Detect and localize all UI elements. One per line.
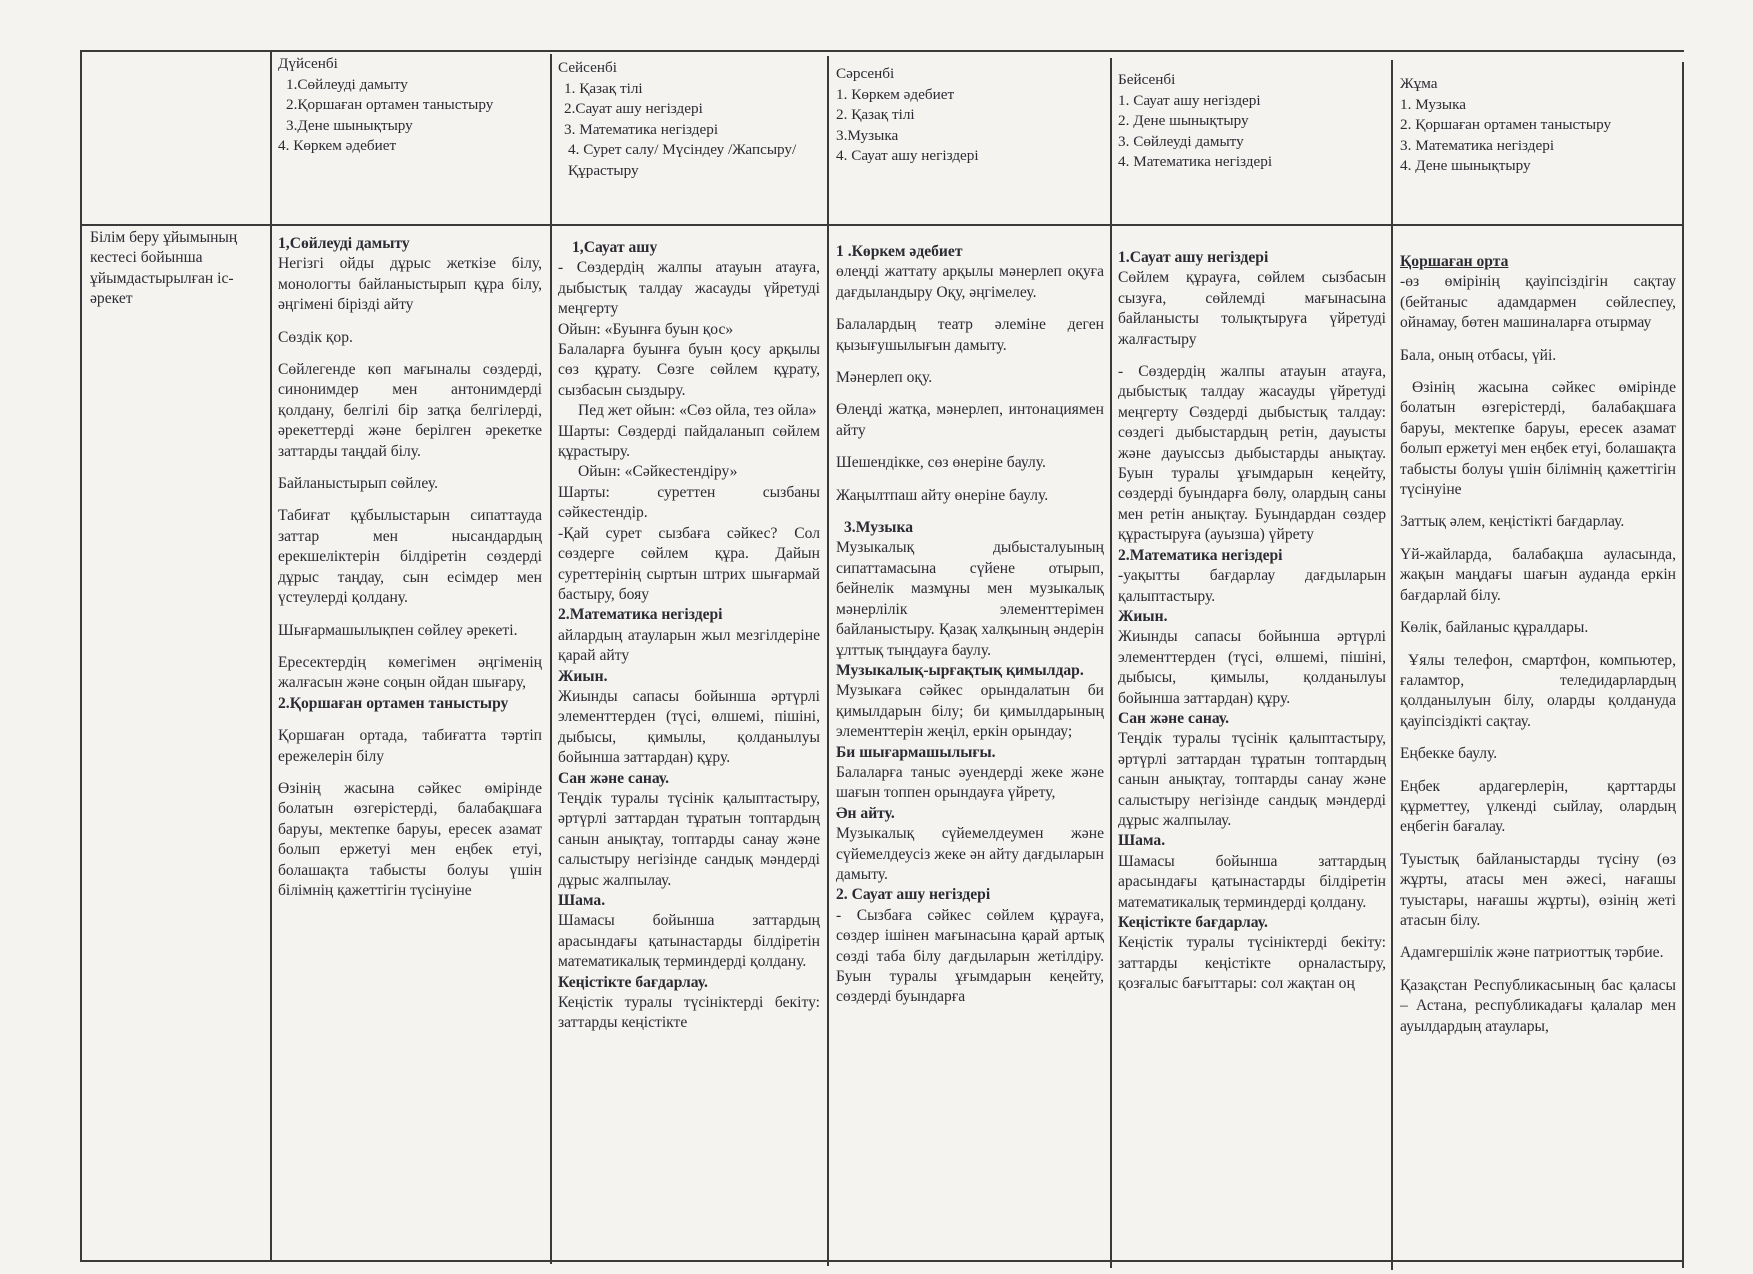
paragraph: Байланыстырып сөйлеу. [278, 475, 438, 493]
subheading: Шама. [558, 892, 606, 909]
paragraph: Музыкалық дыбысталуының сипаттамасына сүйене отырып, бейнелік мазмұны мен музыкалық мәнерлілік элементтерімен байланыстыру. Қазақ халқының әндерін ұлттық тыңдауға баулу. [836, 539, 1104, 659]
paragraph: Сөйлем құрауға, сөйлем сызбасын сызуға, сөйлемді мағынасына байланысты толықтыруға үйретуді жалғастыру [1118, 269, 1386, 348]
section-title: 2.Қоршаған ортамен таныстыру [278, 694, 509, 712]
subject-item: 2.Қоршаған ортамен таныстыру [286, 96, 494, 113]
paragraph: - Сызбаға сәйкес сөйлем құрауға, сөздер ішінен мағынасына қарай артық сөзді таба білу дағдыларын жетілдіру. Буын туралы ұғымдарын кеңейту, сөздерді буындарға [836, 906, 1104, 1006]
subject-item: 4. Сурет салу/ Мүсіндеу /Жапсыру/Құрастыру [568, 141, 797, 179]
paragraph: Шамасы бойынша заттардың арасындағы қатынастарды білдіретін математикалық терминдерді қолдану. [558, 912, 820, 971]
paragraph: Ересектердің көмегімен әңгіменің жалғасын және соңын ойдан шығару, [278, 653, 542, 692]
paragraph: Музыкалық сүйемелдеумен және сүйемелдеусіз жеке ән айту дағдыларын дамыту. [836, 825, 1104, 883]
section-title: 2. Сауат ашу негіздері [836, 886, 991, 904]
subject-item: 1. Сауат ашу негіздері [1118, 91, 1261, 109]
paragraph: Өзінің жасына сәйкес өмірінде болатын өзгерістерді, балабақшаға баруы, мектепке баруы, ересек азамат болып ержетуі мен еңбек етуі, болашақта табысты болуы үшін білімнің қажеттігін түсінуіне [278, 779, 542, 899]
wednesday-content [836, 242, 1104, 1258]
friday-content [1400, 252, 1676, 1258]
paragraph: Ойын: «Сәйкестендіру» [578, 463, 738, 481]
subject-item: 2.Сауат ашу негіздері [564, 100, 703, 117]
paragraph: Балалардың театр әлеміне деген қызығушылығын дамыту. [836, 316, 1104, 354]
table-border-top [80, 50, 1684, 52]
subject-item: 3.Музыка [836, 126, 899, 144]
paragraph: Еңбек ардагерлерін, қарттарды құрметтеу, үлкенді сыйлау, олардың еңбегін бағалау. [1400, 777, 1676, 836]
thursday-content [1118, 248, 1386, 1258]
paragraph: Туыстық байланыстарды түсіну (өз жұрты, атасы мен әжесі, нағашы туыстары, нағашы жұрты), өзінің жеті атасын білу. [1400, 850, 1676, 929]
paragraph: -уақытты бағдарлау дағдыларын қалыптастыру. [1118, 567, 1386, 605]
paragraph: Өзінің жасына сәйкес өмірінде болатын өзгерістерді, балабақшаға баруы, мектепке баруы, ересек азамат болып ержетуі мен еңбек етуі, болашақта табысты болуы үшін білімнің қажеттігін түсінуіне [1400, 379, 1676, 499]
header-friday [1400, 74, 1676, 177]
header-tuesday [558, 58, 820, 181]
day-name: Сейсенбі [558, 59, 617, 76]
table-border-left [80, 50, 82, 1260]
header-monday [278, 54, 544, 157]
paragraph: Табиғат құбылыстарын сипаттауда заттар мен нысандардың ерекшеліктерін білдіретін сөздерді дұрыс таңдау, сын есімдер мен үстеулерді қолдану. [278, 507, 542, 607]
subject-item: 1. Музыка [1400, 95, 1466, 113]
subject-item: 3. Сөйлеуді дамыту [1118, 132, 1244, 150]
paragraph: Қазақстан Республикасының бас қаласы – Астана, республикадағы қалалар мен ауылдардың атаулары, [1400, 976, 1676, 1035]
col-divider-3 [827, 56, 829, 1266]
paragraph: Балаларға буынға буын қосу арқылы сөз құрату. Сөзге сөйлем құрату, сызбасын сыздыру. [558, 341, 820, 399]
paragraph: Сөйлегенде көп мағыналы сөздерді, синонимдер мен антонимдерді қолдану, белгілі бір затқа белгілерді, әрекеттерді және берілген әрекетке заттарды таңдай білу. [278, 361, 542, 460]
paragraph: Мәнерлеп оқу. [836, 369, 933, 387]
paragraph: Үй-жайларда, балабақша ауласында, жақын маңдағы шағын ауданда еркін бағдарлай білу. [1400, 545, 1676, 604]
subject-item: 4. Дене шынықтыру [1400, 157, 1531, 174]
paragraph: Балаларға таныс әуендерді жеке және шағын топпен орындауға үйрету, [836, 763, 1104, 802]
paragraph: Негізгі ойды дұрыс жеткізе білу, монологты байланыстырып құра білу, әңгімені бірізді айту [278, 255, 542, 314]
schedule-table [80, 38, 1685, 1268]
subject-item: 3. Математика негіздері [564, 120, 719, 138]
subject-item: 2. Дене шынықтыру [1118, 112, 1249, 129]
paragraph: Шарты: Сөздерді пайдаланып сөйлем құрастыру. [558, 422, 820, 461]
paragraph: Кеңістік туралы түсініктерді бекіту: заттарды кеңістікте орналастыру, қозғалыс бағыттары: сол жақтан оң [1118, 934, 1386, 993]
subheading: Ән айту. [836, 804, 895, 822]
day-name: Жұма [1400, 75, 1438, 92]
paragraph: Жиынды сапасы бойынша әртүрлі элементтерден (түсі, өлшемі, пішіні, дыбысы, қимылы, қолданылуы бойынша заттардан) құру. [558, 687, 820, 767]
subheading: Сан және санау. [1118, 709, 1230, 727]
subject-item: 2. Қоршаған ортамен таныстыру [1400, 116, 1612, 133]
paragraph: өлеңді жаттату арқылы мәнерлеп оқуға дағдыландыру Оқу, әңгімелеу. [836, 263, 1104, 301]
table-border-right [1682, 62, 1684, 1268]
day-name: Дүйсенбі [278, 55, 338, 72]
row-label [90, 228, 262, 310]
row-divider [80, 224, 1684, 226]
col-divider-4 [1110, 58, 1112, 1268]
row-label-text: Білім беру ұйымының кестесі бойынша ұйымдастырылған іс-әрекет [90, 229, 238, 308]
subject-item: 4. Математика негіздері [1118, 153, 1273, 170]
paragraph: -өз өмірінің қауіпсіздігін сақтау (бейтаныс адамдармен сөйлеспеу, ойнамау, бөтен машиналарға отырмау [1400, 273, 1676, 332]
section-title: 2.Математика негіздері [558, 606, 723, 624]
paragraph: Шамасы бойынша заттардың арасындағы қатынастарды білдіретін математикалық терминдерді қолдану. [1118, 852, 1386, 911]
paragraph: Өлеңді жатқа, мәнерлеп, интонациямен айту [836, 401, 1104, 439]
paragraph: - Сөздердің жалпы атауын атауға, дыбыстық талдау жасауды үйретуді меңгерту [558, 259, 820, 318]
paragraph: -Қай сурет сызбаға сәйкес? Сол сөздерге сөйлем құра. Дайын суреттерінің сыртын штрих шығармай бастыру, бояу [558, 524, 820, 603]
paragraph: айлардың атауларын жыл мезгілдеріне қарай айту [558, 626, 820, 665]
subject-item: 3.Дене шынықтыру [286, 116, 413, 134]
subject-item: 1. Көркем әдебиет [836, 85, 955, 103]
paragraph: Музыкаға сәйкес орындалатын би қимылдарын білу; би қимылдарының элементтерін жеңіл, еркін орындау; [836, 682, 1104, 741]
paragraph: Ойын: «Буынға буын қос» [558, 320, 734, 338]
section-title: Қоршаған орта [1400, 253, 1509, 270]
section-title: 1 .Көркем әдебиет [836, 243, 963, 260]
section-title: 1,Сауат ашу [572, 239, 658, 256]
subject-item: 1.Сөйлеуді дамыту [286, 75, 408, 93]
paragraph: Ұялы телефон, смартфон, компьютер, ғаламтор, теледидарлардың қолданылуын білу, оларды қолдануда қауіпсіздікті сақтау. [1400, 651, 1676, 730]
paragraph: Бала, оның отбасы, үйі. [1400, 346, 1557, 364]
header-thursday [1118, 70, 1386, 173]
subheading: Кеңістікте бағдарлау. [1118, 914, 1268, 931]
tuesday-content [558, 238, 820, 1256]
paragraph: Шешендікке, сөз өнеріне баулу. [836, 454, 1046, 472]
paragraph: Адамгершілік және патриоттық тәрбие. [1400, 944, 1664, 962]
subheading: Музыкалық-ырғақтық қимылдар. [836, 661, 1084, 679]
paragraph: Заттық әлем, кеңістікті бағдарлау. [1400, 513, 1625, 531]
subheading: Шама. [1118, 832, 1166, 850]
subheading: Сан және санау. [558, 769, 670, 787]
section-title: 2.Математика негіздері [1118, 546, 1283, 564]
subject-item: 4. Көркем әдебиет [278, 137, 397, 154]
paragraph: Шарты: суреттен сызбаны сәйкестендір. [558, 483, 820, 522]
paragraph: Көлік, байланыс құралдары. [1400, 619, 1589, 637]
subheading: Би шығармашылығы. [836, 743, 996, 761]
table-border-bottom [80, 1260, 1684, 1262]
col-divider-2 [550, 54, 552, 1264]
paragraph: Еңбекке баулу. [1400, 745, 1498, 763]
paragraph: Пед жет ойын: «Сөз ойла, тез ойла» [578, 402, 817, 420]
paragraph: Жиынды сапасы бойынша әртүрлі элементтерден (түсі, өлшемі, пішіні, дыбысы, қимылы, қолданылуы бойынша заттардан) құру. [1118, 628, 1386, 707]
subject-item: 4. Сауат ашу негіздері [836, 147, 979, 164]
subheading: Жиын. [1118, 607, 1168, 625]
paragraph: Теңдік туралы түсінік қалыптастыру, әртүрлі заттардан тұратын топтардың санын анықтау, топтарды санау және салыстыру негізінде сандық мәндерді дұрыс жалпылау. [1118, 730, 1386, 829]
section-title: 3.Музыка [844, 519, 913, 537]
section-title: 1,Сөйлеуді дамыту [278, 235, 410, 252]
paragraph: Кеңістік туралы түсініктерді бекіту: заттарды кеңістікте [558, 994, 820, 1032]
day-name: Сәрсенбі [836, 65, 895, 82]
subject-item: 1. Қазақ тілі [564, 79, 643, 97]
subheading: Жиын. [558, 667, 608, 685]
paragraph: Сөздік қор. [278, 328, 353, 346]
paragraph: Теңдік туралы түсінік қалыптастыру, әртүрлі заттардан тұратын топтардың санын анықтау, топтарды санау және салыстыру негізінде сандық мәндерді дұрыс жалпылау. [558, 789, 820, 889]
section-title: 1.Сауат ашу негіздері [1118, 249, 1269, 266]
paragraph: Қоршаған ортада, табиғатта тәртіп ережелерін білу [278, 727, 542, 765]
subheading: Кеңістікте бағдарлау. [558, 973, 708, 991]
subject-item: 3. Математика негіздері [1400, 136, 1555, 154]
paragraph: - Сөздердің жалпы атауын атауға, дыбыстық талдау жасауды үйретуді меңгерту Сөздерді дыбыстық талдау: сөздегі дыбыстардың ретін, дауысты және дауыссыз дыбыстарды анықтау. Буын туралы ұғымдарын кеңейту, сөздерді буындарға бөлу, олардың саны мен ретін анықтау. Буындардан сөздер құрастыруға (ауызша) үйрету [1118, 363, 1386, 544]
col-divider-5 [1391, 60, 1393, 1270]
paragraph: Шығармашылықпен сөйлеу әрекеті. [278, 621, 518, 639]
monday-content [278, 234, 542, 1256]
col-divider-1 [270, 52, 272, 1262]
subject-item: 2. Қазақ тілі [836, 106, 915, 123]
header-wednesday [836, 64, 1104, 167]
paragraph: Жаңылтпаш айту өнеріне баулу. [836, 486, 1049, 504]
day-name: Бейсенбі [1118, 71, 1176, 88]
